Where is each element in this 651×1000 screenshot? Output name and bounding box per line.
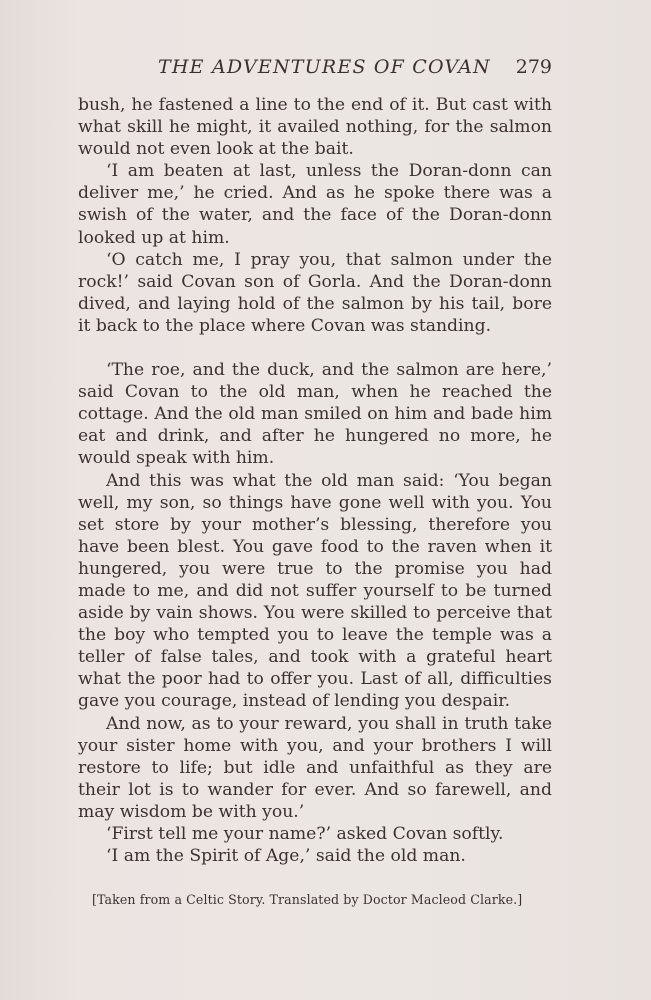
paragraph: ‘The roe, and the duck, and the salmon are here,’ said Covan to the old man, when he reached the cottage. And the old man smiled on him and bade him eat and drink, and after he hungered no more, he would speak with him. (78, 360, 552, 469)
paragraph: ‘I am the Spirit of Age,’ said the old man. (106, 846, 466, 867)
running-title: THE ADVENTURES OF COVAN (158, 56, 491, 78)
paragraph: And now, as to your reward, you shall in truth take your sister home with you, and your brothers I will restore to life; but idle and unfaithful as they are their lot is to wander for ever. And so farewell, and may wisdom be with you.’ (78, 713, 552, 822)
body-text (78, 94, 552, 867)
paragraph: And this was what the old man said: ‘You began well, my son, so things have gone well with you. You set store by your mother’s blessing, therefore you have been blest. You gave food to the raven when it hungered, you were true to the promise you had made to me, and did not suffer yourself to be turned aside by vain shows. You were skilled to perceive that the boy who tempted you to leave the temple was a teller of false tales, and took with a grateful heart what the poor had to offer you. Last of all, difficulties gave you courage, instead of lending you despair. (78, 470, 552, 712)
paragraph: ‘First tell me your name?’ asked Covan softly. (106, 824, 504, 844)
paragraph: ‘O catch me, I pray you, that salmon under the rock!’ said Covan son of Gorla. And the Doran-donn dived, and laying hold of the salmon by his tail, bore it back to the place where Covan was standing. (78, 249, 552, 336)
section-break (78, 337, 552, 359)
paragraph-continuation: bush, he fastened a line to the end of it. But cast with what skill he might, it availed nothing, for the salmon would not even look at the bait. (78, 95, 552, 160)
page-header (78, 56, 552, 82)
paragraph: ‘I am beaten at last, unless the Doran-donn can deliver me,’ he cried. And as he spoke there was a swish of the water, and the face of the Doran-donn looked up at him. (78, 161, 552, 248)
source-note: [Taken from a Celtic Story. Translated by Doctor Macleod Clarke.] (92, 892, 523, 907)
page-number: 279 (515, 56, 552, 78)
